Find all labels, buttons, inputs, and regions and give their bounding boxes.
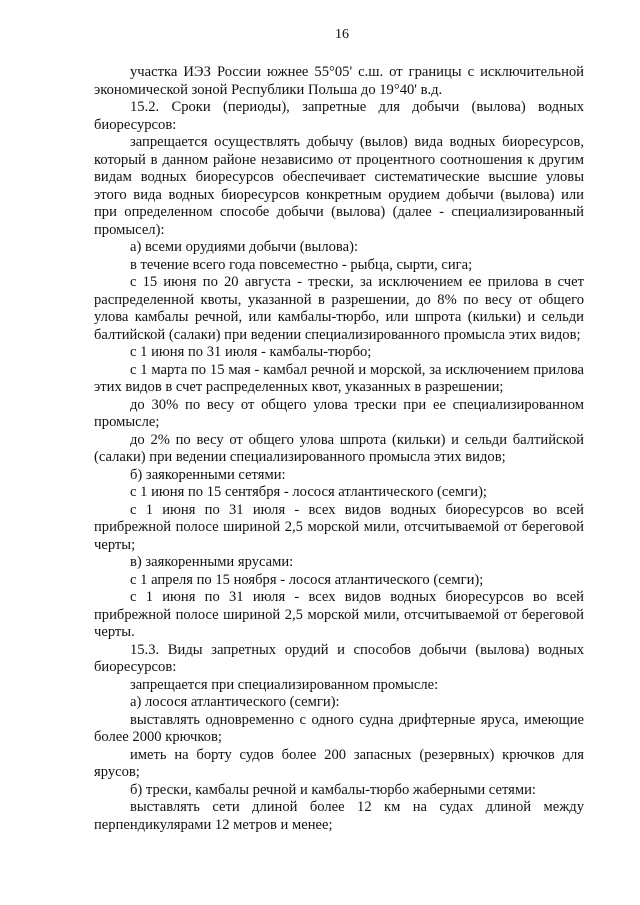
paragraph: с 1 апреля по 15 ноября - лосося атлантического (семги); — [130, 571, 484, 588]
paragraph: до 2% по весу от общего улова шпрота (кильки) и сельди балтийской (салаки) при ведении специализированного промысла этих видов; — [94, 431, 584, 465]
paragraph: выставлять одновременно с одного судна дрифтерные яруса, имеющие более 2000 крючков; — [94, 711, 584, 745]
document-body — [94, 64, 584, 834]
paragraph: с 1 июня по 31 июля - камбалы-тюрбо; — [130, 344, 372, 360]
paragraph: с 1 июня по 15 сентября - лосося атлантического (семги); — [130, 484, 487, 500]
paragraph: запрещается осуществлять добычу (вылов) вида водных биоресурсов, который в данном районе независимо от процентного соотношения к другим видам водных биоресурсов обеспечивает систематические высшие уловы этого вида водных биоресурсов конкретным орудием добычи (вылова) или при определенном способе добычи (вылова) (далее - специализированный промысел): — [94, 134, 584, 238]
paragraph: б) заякоренными сетями: — [130, 466, 286, 483]
paragraph: с 15 июня по 20 августа - трески, за исключением ее прилова в счет распределенной квоты, указанной в разрешении, до 8% по весу от общего улова камбалы речной, или камбалы-тюрбо, или шпрота (кильки) и сельди балтийской (салаки) при ведении специализированного промысла этих видов; — [94, 274, 584, 343]
paragraph: с 1 марта по 15 мая - камбал речной и морской, за исключением прилова этих видов в счет распределенных квот, указанных в разрешении; — [94, 361, 584, 395]
paragraph: а) всеми орудиями добычи (вылова): — [130, 239, 359, 255]
paragraph: в течение всего года повсеместно - рыбца, сырти, сига; — [130, 256, 473, 273]
paragraph: 15.2. Сроки (периоды), запретные для добычи (вылова) водных биоресурсов: — [94, 99, 584, 133]
paragraph: запрещается при специализированном промысле: — [130, 676, 439, 693]
paragraph: а) лосося атлантического (семги): — [130, 694, 340, 710]
paragraph: с 1 июня по 31 июля - всех видов водных биоресурсов во всей прибрежной полосе шириной 2,5 морской мили, отсчитываемой от береговой черты. — [94, 589, 584, 640]
paragraph: 15.3. Виды запретных орудий и способов добычи (вылова) водных биоресурсов: — [94, 641, 584, 675]
paragraph: участка ИЭЗ России южнее 55°05' с.ш. от границы с исключительной экономической зоной Республики Польша до 19°40' в.д. — [94, 64, 584, 98]
paragraph: с 1 июня по 31 июля - всех видов водных биоресурсов во всей прибрежной полосе шириной 2,5 морской мили, отсчитываемой от береговой черты; — [94, 501, 584, 553]
paragraph: в) заякоренными ярусами: — [130, 554, 294, 570]
paragraph: иметь на борту судов более 200 запасных (резервных) крючков для ярусов; — [94, 746, 584, 780]
paragraph: б) трески, камбалы речной и камбалы-тюрбо жаберными сетями: — [130, 781, 536, 798]
paragraph: до 30% по весу от общего улова трески при ее специализированном промысле; — [94, 396, 584, 430]
paragraph: выставлять сети длиной более 12 км на судах длиной между перпендикулярами 12 метров и менее; — [94, 799, 584, 833]
page-number: 16 — [335, 27, 349, 42]
